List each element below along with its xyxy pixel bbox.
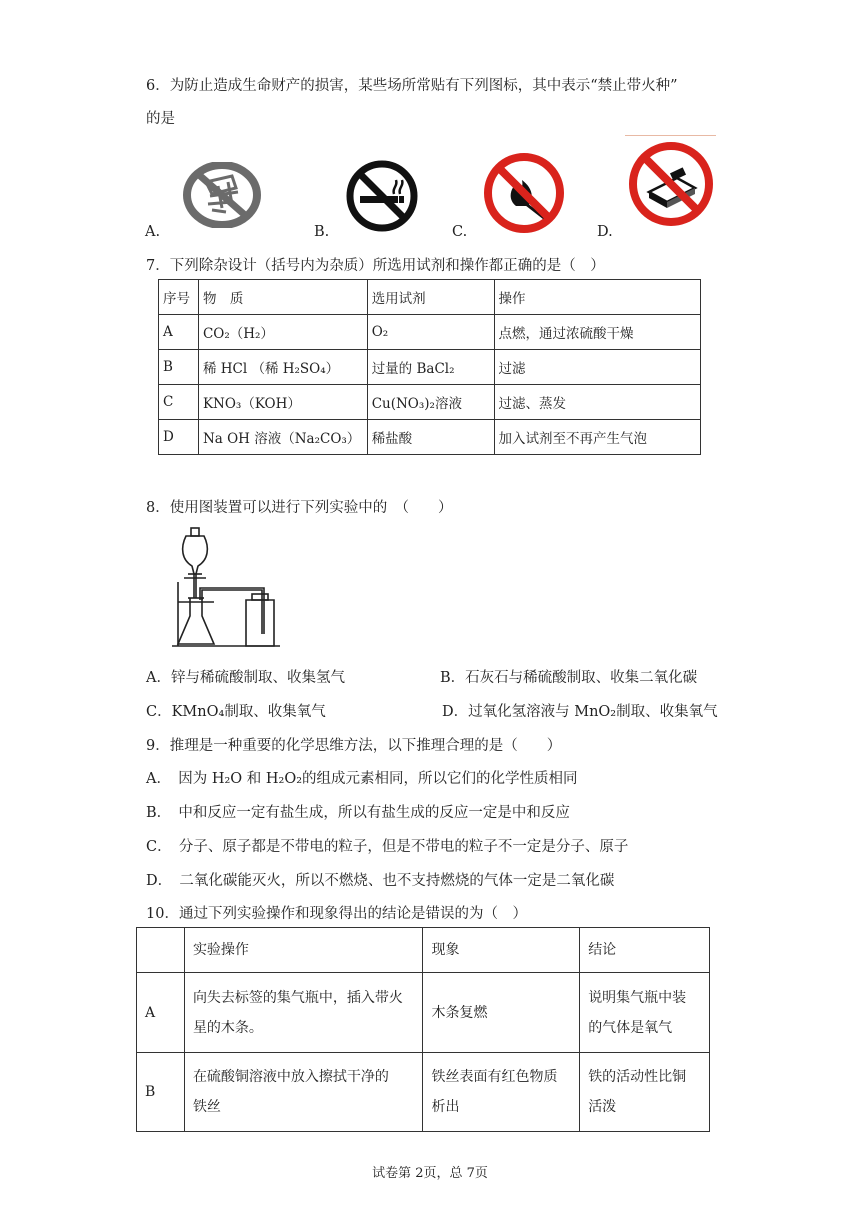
q7-row-c	[159, 385, 701, 420]
q10-row-a	[137, 973, 710, 1053]
q10-row-conclusion	[580, 973, 710, 1053]
q8-option-b: B．石灰石与稀硫酸制取、收集二氧化碳	[440, 670, 698, 686]
q10-row-phenomenon-line: 析出	[431, 1099, 460, 1115]
q7-row-id: C	[159, 385, 199, 420]
no-smoking-sign-icon	[346, 160, 418, 232]
q7-header-operation: 操作	[494, 280, 700, 315]
q7-header-reagent: 选用试剂	[367, 280, 494, 315]
q10-row-phenomenon	[423, 1053, 580, 1132]
q10-row-phenomenon-line: 铁丝表面有红色物质	[431, 1069, 558, 1085]
q10-header-id	[137, 928, 185, 973]
gas-generation-apparatus-diagram	[170, 522, 282, 650]
q7-row-substance: 稀 HCl （稀 H₂SO₄）	[198, 350, 367, 385]
q7-row-operation: 过滤	[494, 350, 700, 385]
q10-header-row	[137, 928, 710, 973]
q10-header-conclusion: 结论	[580, 928, 710, 973]
q7-row-reagent: O₂	[367, 315, 494, 350]
q8-option-d: D．过氧化氢溶液与 MnO₂制取、收集氧气	[442, 704, 718, 720]
q10-row-conclusion-line: 的气体是氧气	[588, 1019, 673, 1036]
q7-row-operation: 过滤、蒸发	[494, 385, 700, 420]
q10-row-operation	[184, 973, 423, 1053]
no-firecrackers-sign-icon	[182, 162, 262, 228]
q7-row-substance: CO₂（H₂）	[198, 315, 367, 350]
q7-row-reagent: 过量的 BaCl₂	[367, 350, 494, 385]
q10-row-conclusion	[580, 1053, 710, 1132]
q10-row-conclusion-line: 说明集气瓶中装	[588, 989, 687, 1006]
q9-option-c: C． 分子、原子都是不带电的粒子，但是不带电的粒子不一定是分子、原子	[146, 839, 629, 855]
page-footer: 试卷第 2页，总 7页	[372, 1166, 488, 1181]
q7-row-substance: Na OH 溶液（Na₂CO₃）	[198, 420, 367, 455]
q10-row-conclusion-line: 活泼	[588, 1099, 617, 1115]
q10-stem: 10．通过下列实验操作和现象得出的结论是错误的为（ ）	[146, 906, 527, 922]
q6-option-a-label: A.	[145, 224, 161, 240]
q9-stem: 9．推理是一种重要的化学思维方法，以下推理合理的是（ ）	[146, 738, 562, 754]
q7-row-reagent: 稀盐酸	[367, 420, 494, 455]
q10-row-operation-line: 铁丝	[192, 1099, 221, 1115]
q7-row-operation: 点燃，通过浓硫酸干燥	[494, 315, 700, 350]
q10-header-operation: 实验操作	[184, 928, 423, 973]
no-matches-sign-icon	[627, 140, 715, 228]
q8-stem: 8．使用图装置可以进行下列实验中的 （ ）	[146, 500, 453, 516]
q7-row-d	[159, 420, 701, 455]
q10-row-id: A	[137, 973, 185, 1053]
q9-option-b: B． 中和反应一定有盐生成，所以有盐生成的反应一定是中和反应	[146, 805, 570, 821]
q10-row-phenomenon: 木条复燃	[423, 973, 580, 1053]
q7-row-reagent: Cu(NO₃)₂溶液	[367, 385, 494, 420]
q7-row-b	[159, 350, 701, 385]
q6-option-d-label: D.	[597, 224, 613, 240]
q10-row-operation-line: 星的木条。	[192, 1019, 263, 1036]
q7-header-substance: 物 质	[198, 280, 367, 315]
q7-table	[158, 279, 701, 455]
q10-row-conclusion-line: 铁的活动性比铜	[588, 1069, 687, 1085]
q8-option-c: C．KMnO₄制取、收集氧气	[146, 704, 326, 720]
q7-row-operation: 加入试剂至不再产生气泡	[494, 420, 700, 455]
q7-row-substance: KNO₃（KOH）	[198, 385, 367, 420]
q6-option-c-label: C.	[452, 224, 468, 240]
q8-option-a: A．锌与稀硫酸制取、收集氢气	[146, 670, 345, 686]
q7-stem: 7．下列除杂设计（括号内为杂质）所选用试剂和操作都正确的是（ ）	[146, 258, 605, 274]
q10-row-operation-line: 在硫酸铜溶液中放入擦拭干净的	[192, 1069, 389, 1085]
q6-option-b-label: B.	[314, 224, 330, 240]
no-open-flame-sign-icon	[482, 152, 566, 234]
q6-stem-line1: 6．为防止造成生命财产的损害，某些场所常贴有下列图标，其中表示“禁止带火种”	[146, 78, 678, 94]
q7-header-id: 序号	[159, 280, 199, 315]
q7-row-a	[159, 315, 701, 350]
q10-row-b	[137, 1053, 710, 1132]
q7-row-id: D	[159, 420, 199, 455]
q7-row-id: B	[159, 350, 199, 385]
q7-row-id: A	[159, 315, 199, 350]
q10-header-phenomenon: 现象	[423, 928, 580, 973]
q10-table	[136, 927, 710, 1132]
q10-row-operation	[184, 1053, 423, 1132]
q10-row-operation-line: 向失去标签的集气瓶中，插入带火	[192, 989, 403, 1006]
q7-header-row	[159, 280, 701, 315]
q9-option-d: D． 二氧化碳能灭火，所以不燃烧、也不支持燃烧的气体一定是二氧化碳	[146, 873, 615, 889]
image-edge-line	[625, 135, 716, 136]
q6-stem-line2: 的是	[146, 111, 175, 127]
q10-row-id: B	[137, 1053, 185, 1132]
q9-option-a: A． 因为 H₂O 和 H₂O₂的组成元素相同，所以它们的化学性质相同	[146, 771, 578, 787]
